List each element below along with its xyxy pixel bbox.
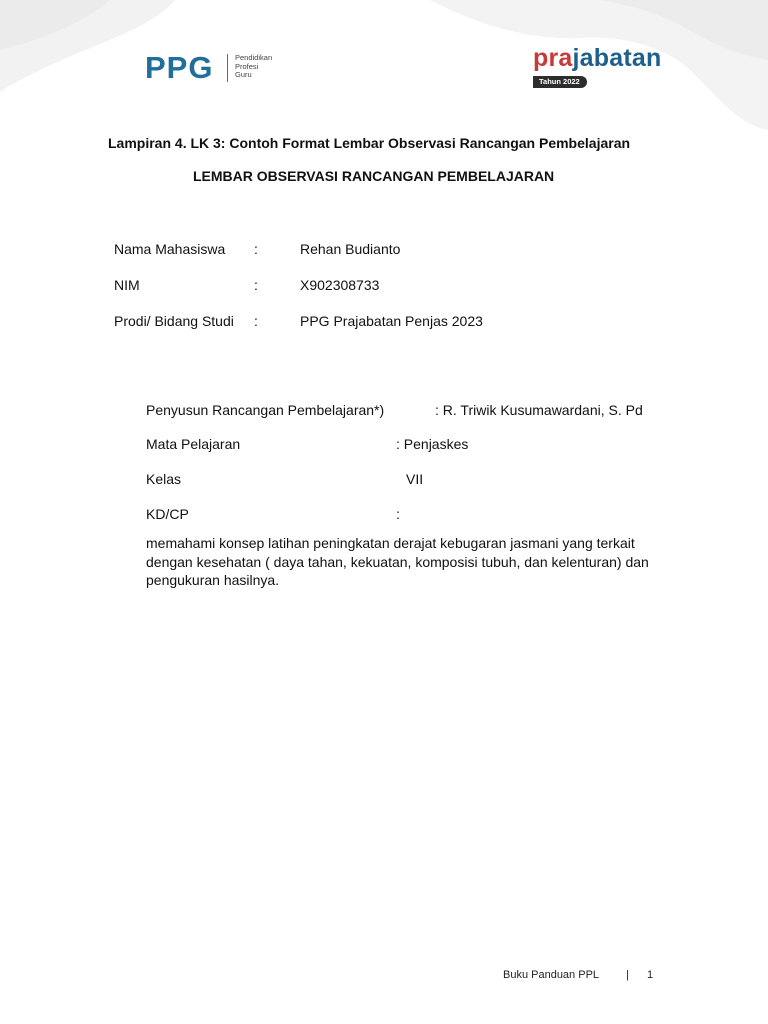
prajabatan-logo-prefix: pra [533, 44, 573, 72]
ppg-logo-subtitle [235, 54, 272, 80]
ppg-logo-divider [227, 54, 228, 82]
identity-label-prodi: Prodi/ Bidang Studi [114, 313, 234, 329]
penyusun-value: : R. Triwik Kusumawardani, S. Pd [435, 402, 643, 418]
identity-value-nim: X902308733 [300, 277, 380, 293]
kdcp-colon: : [396, 506, 400, 522]
kdcp-label: KD/CP [146, 506, 189, 522]
document-title: LEMBAR OBSERVASI RANCANGAN PEMBELAJARAN [193, 168, 555, 184]
kelas-value: VII [406, 471, 424, 487]
ppg-logo: PPG [145, 50, 214, 85]
ppg-subtitle-line: Profesi [235, 61, 259, 71]
mapel-label: Mata Pelajaran [146, 436, 241, 452]
identity-colon: : [254, 241, 258, 257]
identity-value-prodi: PPG Prajabatan Penjas 2023 [300, 313, 483, 329]
identity-label-nama: Nama Mahasiswa [114, 241, 226, 257]
identity-colon: : [254, 277, 258, 293]
prajabatan-logo-suffix: jabatan [572, 44, 662, 72]
identity-colon: : [254, 313, 258, 329]
penyusun-label: Penyusun Rancangan Pembelajaran*) [146, 402, 385, 418]
footer-book-title: Buku Panduan PPL [503, 969, 600, 981]
ppg-subtitle-line: Guru [235, 70, 252, 79]
footer-page-number: 1 [647, 969, 654, 981]
footer-separator: | [626, 969, 629, 981]
identity-value-nama: Rehan Budianto [300, 241, 401, 257]
prajabatan-year-badge: Tahun 2022 [533, 76, 587, 88]
document-caption: Lampiran 4. LK 3: Contoh Format Lembar Observasi Rancangan Pembelajaran [108, 135, 631, 151]
kelas-label: Kelas [146, 471, 182, 487]
prajabatan-logo [533, 44, 661, 73]
mapel-value: : Penjaskes [396, 436, 469, 452]
kdcp-description: memahami konsep latihan peningkatan derajat kebugaran jasmani yang terkait dengan kesehatan ( daya tahan, kekuatan, komposisi tubuh, dan kelenturan) dan pengukuran hasilnya. [146, 535, 649, 588]
identity-label-nim: NIM [114, 277, 140, 293]
ppg-subtitle-line: Pendidikan [235, 53, 273, 62]
